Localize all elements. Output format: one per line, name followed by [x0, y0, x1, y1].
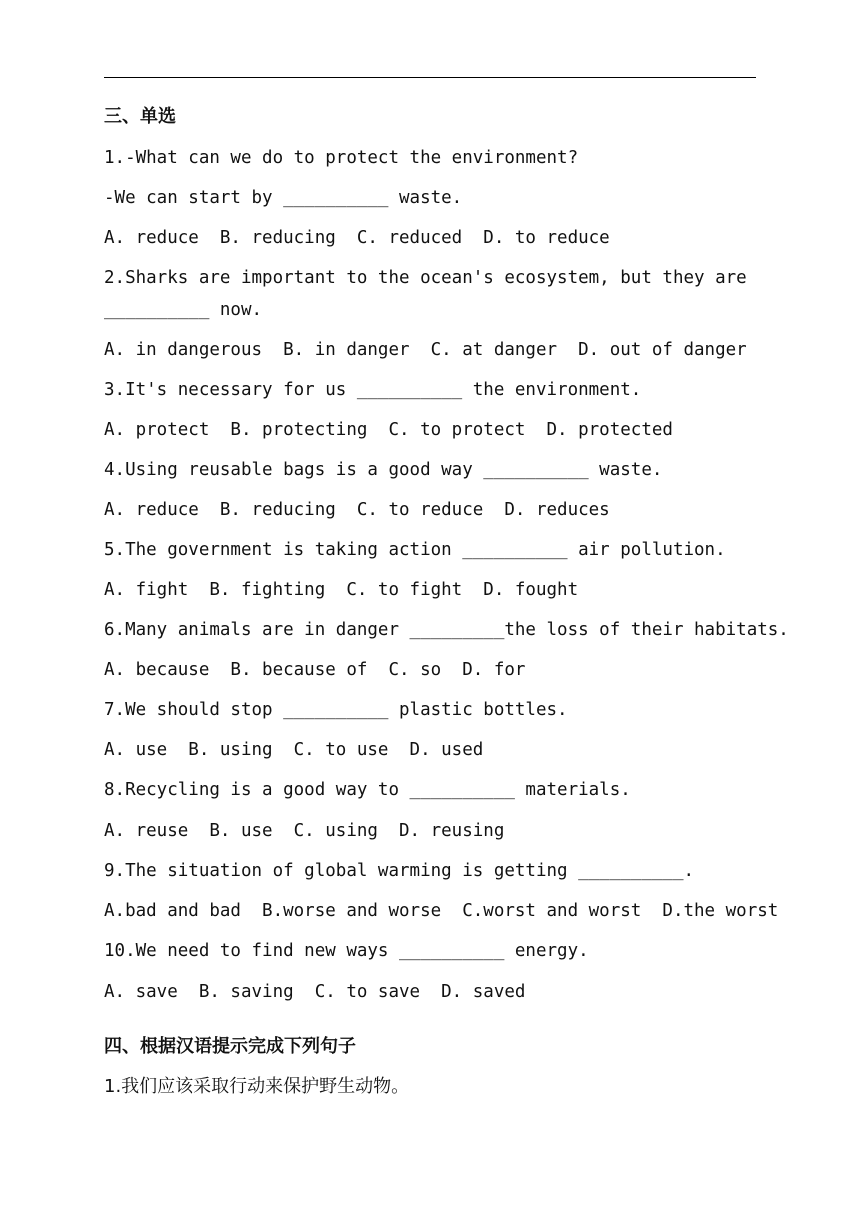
- section-heading-translation: 四、根据汉语提示完成下列句子: [104, 1036, 356, 1057]
- question-5-options: A. fight B. fighting C. to fight D. fought: [104, 580, 579, 600]
- question-4-line-1: 4.Using reusable bags is a good way __________ waste.: [104, 460, 663, 480]
- question-3-options: A. protect B. protecting C. to protect D. protected: [104, 420, 673, 440]
- question-2-options: A. in dangerous B. in danger C. at danger D. out of danger: [104, 340, 747, 360]
- question-8-options: A. reuse B. use C. using D. reusing: [104, 821, 505, 841]
- question-10-line-1: 10.We need to find new ways __________ energy.: [104, 941, 589, 961]
- question-5-line-1: 5.The government is taking action __________ air pollution.: [104, 540, 726, 560]
- question-10-options: A. save B. saving C. to save D. saved: [104, 982, 526, 1002]
- question-6-line-1: 6.Many animals are in danger _________the loss of their habitats.: [104, 620, 789, 640]
- question-2-line-2: __________ now.: [104, 300, 263, 320]
- question-3-line-1: 3.It's necessary for us __________ the environment.: [104, 380, 642, 400]
- question-9-options: A.bad and bad B.worse and worse C.worst and worst D.the worst: [104, 901, 779, 921]
- question-7-line-1: 7.We should stop __________ plastic bottles.: [104, 700, 568, 720]
- question-7-options: A. use B. using C. to use D. used: [104, 740, 484, 760]
- question-2-line-1: 2.Sharks are important to the ocean's ecosystem, but they are: [104, 268, 747, 288]
- section-heading-single-choice: 三、单选: [104, 106, 176, 127]
- question-4-options: A. reduce B. reducing C. to reduce D. reduces: [104, 500, 610, 520]
- question-8-line-1: 8.Recycling is a good way to __________ materials.: [104, 780, 631, 800]
- question-1-line-2: -We can start by __________ waste.: [104, 188, 463, 208]
- question-6-options: A. because B. because of C. so D. for: [104, 660, 526, 680]
- translation-item-1: 1.我们应该采取行动来保护野生动物。: [104, 1076, 410, 1097]
- header-rule: [104, 77, 756, 78]
- question-9-line-1: 9.The situation of global warming is getting __________.: [104, 861, 695, 881]
- question-1-options: A. reduce B. reducing C. reduced D. to reduce: [104, 228, 610, 248]
- question-1-line-1: 1.-What can we do to protect the environment?: [104, 148, 579, 168]
